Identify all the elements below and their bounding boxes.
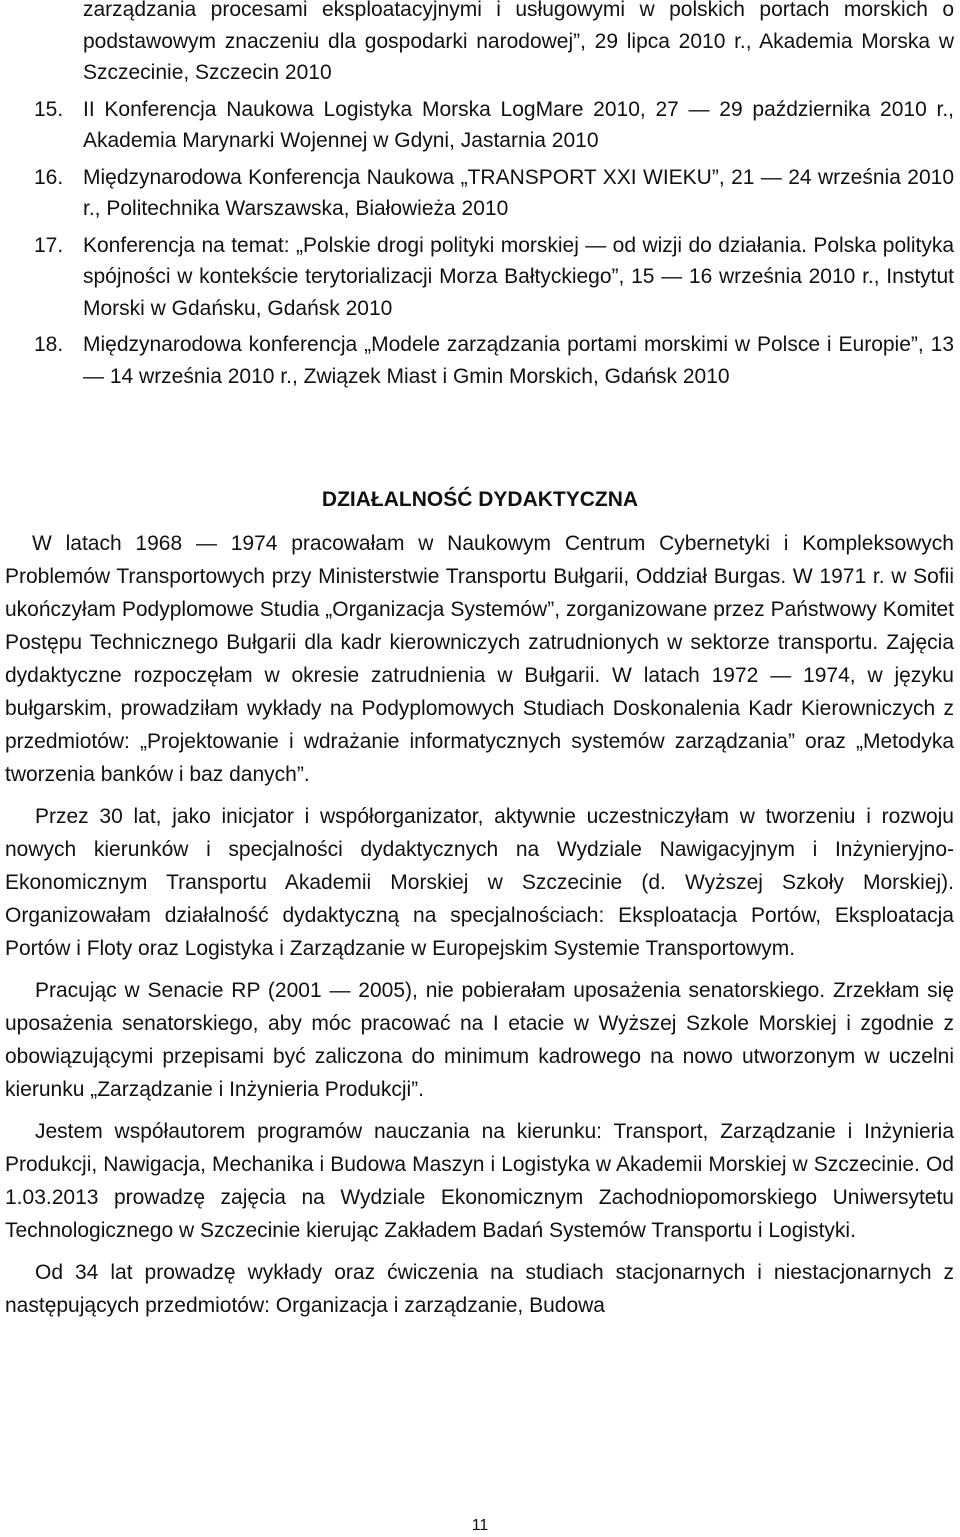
paragraph: Przez 30 lat, jako inicjator i współorganizator, aktywnie uczestniczyłam w tworzeniu i rozwoju nowych kierunków i specjalności dydaktycznych na Wydziale Nawigacyjnym i Inżynieryjno-Ekonomicznym Transportu Akademii Morskiej w Szczecinie (d. Wyższej Szkoły Morskiej). Organizowałam działalność dydaktyczną na specjalnościach: Eksploatacja Portów, Eksploatacja Portów i Floty oraz Logistyka i Zarządzanie w Europejskim Systemie Transportowym. [5, 805, 954, 960]
paragraph: Od 34 lat prowadzę wykłady oraz ćwiczenia na studiach stacjonarnych i niestacjonarnych z następujących przedmiotów: Organizacja i zarządzanie, Budowa [5, 1261, 954, 1317]
list-item [34, 0, 954, 89]
list-item [34, 230, 954, 325]
list-item-text: zarządzania procesami eksploatacyjnymi i usługowymi w polskich portach morskich o podstawowym znaczeniu dla gospodarki narodowej”, 29 lipca 2010 r., Akademia Morska w Szczecinie, Szczecin 2010 [83, 0, 954, 84]
list-item-text: Konferencja na temat: „Polskie drogi polityki morskiej — od wizji do działania. Polska polityka spójności w kontekście terytorializacji Morza Bałtyckiego”, 15 — 16 września 2010 r., Instytut Morski w Gdańsku, Gdańsk 2010 [83, 233, 954, 320]
list-item-text: Międzynarodowa Konferencja Naukowa „TRANSPORT XXI WIEKU”, 21 — 24 września 2010 r., Politechnika Warszawska, Białowieża 2010 [83, 165, 954, 220]
list-item-text: II Konferencja Naukowa Logistyka Morska LogMare 2010, 27 — 29 października 2010 r., Akademia Marynarki Wojennej w Gdyni, Jastarnia 2010 [83, 97, 954, 152]
list-item [34, 329, 954, 392]
conference-list [34, 0, 954, 397]
list-item-number: 18. [34, 333, 64, 356]
paragraph: Jestem współautorem programów nauczania na kierunku: Transport, Zarządzanie i Inżynieria Produkcji, Nawigacja, Mechanika i Budowa Maszyn i Logistyka w Akademii Morskiej w Szczecinie. Od 1.03.2013 prowadzę zajęcia na Wydziale Ekonomicznym Zachodniopomorskiego Uniwersytetu Technologicznego w Szczecinie kierując Zakładem Badań Systemów Transportu i Logistyki. [5, 1120, 954, 1242]
list-item-text: Międzynarodowa konferencja „Modele zarządzania portami morskimi w Polsce i Europie”, 13 — 14 września 2010 r., Związek Miast i Gmin Morskich, Gdańsk 2010 [83, 333, 954, 388]
body-text [5, 527, 954, 1331]
page-number: 11 [471, 1517, 489, 1534]
section-title: DZIAŁALNOŚĆ DYDAKTYCZNA [321, 488, 639, 511]
paragraph: W latach 1968 — 1974 pracowałam w Naukowym Centrum Cybernetyki i Kompleksowych Problemów Transportowych przy Ministerstwie Transportu Bułgarii, Oddział Burgas. W 1971 r. w Sofii ukończyłam Podyplomowe Studia „Organizacja Systemów”, zorganizowane przez Państwowy Komitet Postępu Technicznego Bułgarii dla kadr kierowniczych zatrudnionych w sektorze transportu. Zajęcia dydaktyczne rozpoczęłam w okresie zatrudnienia w Bułgarii. W latach 1972 — 1974, w języku bułgarskim, prowadziłam wykłady na Podyplomowych Studiach Doskonalenia Kadr Kierowniczych z przedmiotów: „Projektowanie i wdrażanie informatycznych systemów zarządzania” oraz „Metodyka tworzenia banków i baz danych”. [5, 532, 954, 786]
list-item [34, 94, 954, 157]
list-item [34, 162, 954, 225]
list-item-number: 15. [34, 97, 64, 121]
list-item-number: 17. [34, 233, 64, 257]
list-item-number: 16. [34, 165, 64, 189]
paragraph: Pracując w Senacie RP (2001 — 2005), nie pobierałam uposażenia senatorskiego. Zrzekłam się uposażenia senatorskiego, aby móc pracować na I etacie w Wyższej Szkole Morskiej i zgodnie z obowiązującymi przepisami być zaliczona do minimum kadrowego na nowo utworzonym w uczelni kierunku „Zarządzanie i Inżynieria Produkcji”. [5, 979, 954, 1101]
